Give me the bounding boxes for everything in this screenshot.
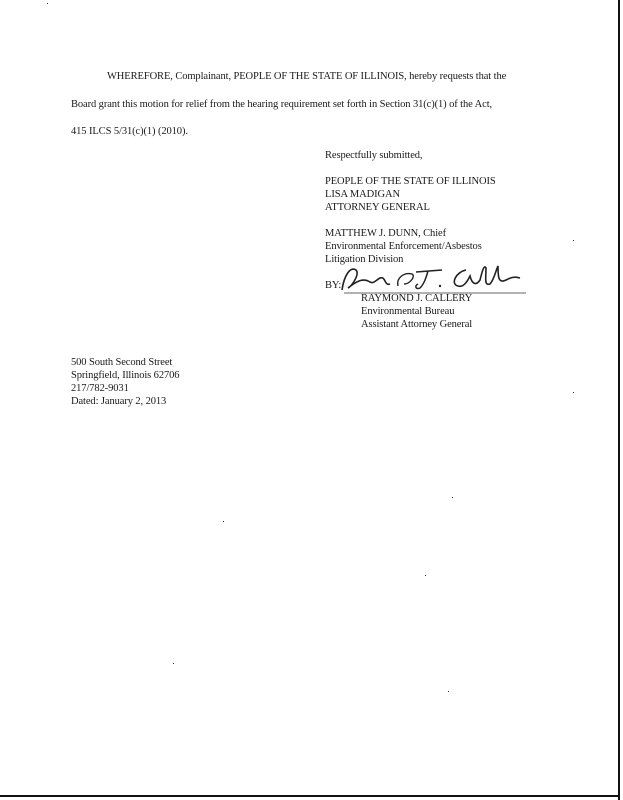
chief-division-line-2: Litigation Division <box>325 254 404 265</box>
scan-speck <box>448 691 449 692</box>
address-phone: 217/782-9031 <box>71 383 129 394</box>
chief-division-line-1: Environmental Enforcement/Asbestos <box>325 241 482 252</box>
motion-paragraph-line-2: Board grant this motion for relief from the hearing requirement set forth in Section 31(c)(1) of the Act, <box>71 99 493 110</box>
by-label: BY: <box>325 280 342 291</box>
handwritten-signature <box>330 258 530 298</box>
signer-title: Assistant Attorney General <box>361 319 473 330</box>
attorney-general-title: ATTORNEY GENERAL <box>325 202 430 213</box>
motion-paragraph-line-1: WHEREFORE, Complainant, PEOPLE OF THE STATE OF ILLINOIS, hereby requests that the <box>107 71 507 82</box>
closing-text: Respectfully submitted, <box>325 150 423 161</box>
motion-paragraph-line-3: 415 ILCS 5/31(c)(1) (2010). <box>71 126 188 137</box>
chief-name: MATTHEW J. DUNN, Chief <box>325 228 446 239</box>
scan-border-right <box>618 0 620 800</box>
scan-speck <box>223 521 224 522</box>
scan-border-bottom <box>0 795 620 797</box>
address-city: Springfield, Illinois 62706 <box>71 370 180 381</box>
scan-speck <box>452 497 453 498</box>
scan-speck <box>47 3 48 4</box>
signer-bureau: Environmental Bureau <box>361 306 455 317</box>
scan-speck <box>573 240 574 241</box>
address-street: 500 South Second Street <box>71 357 173 368</box>
document-date: Dated: January 2, 2013 <box>71 396 167 407</box>
attorney-general-name: LISA MADIGAN <box>325 189 400 200</box>
party-name: PEOPLE OF THE STATE OF ILLINOIS <box>325 176 496 187</box>
scan-speck <box>173 663 174 664</box>
signer-name: RAYMOND J. CALLERY <box>361 293 473 304</box>
scan-speck <box>573 392 574 393</box>
scan-speck <box>425 575 426 576</box>
